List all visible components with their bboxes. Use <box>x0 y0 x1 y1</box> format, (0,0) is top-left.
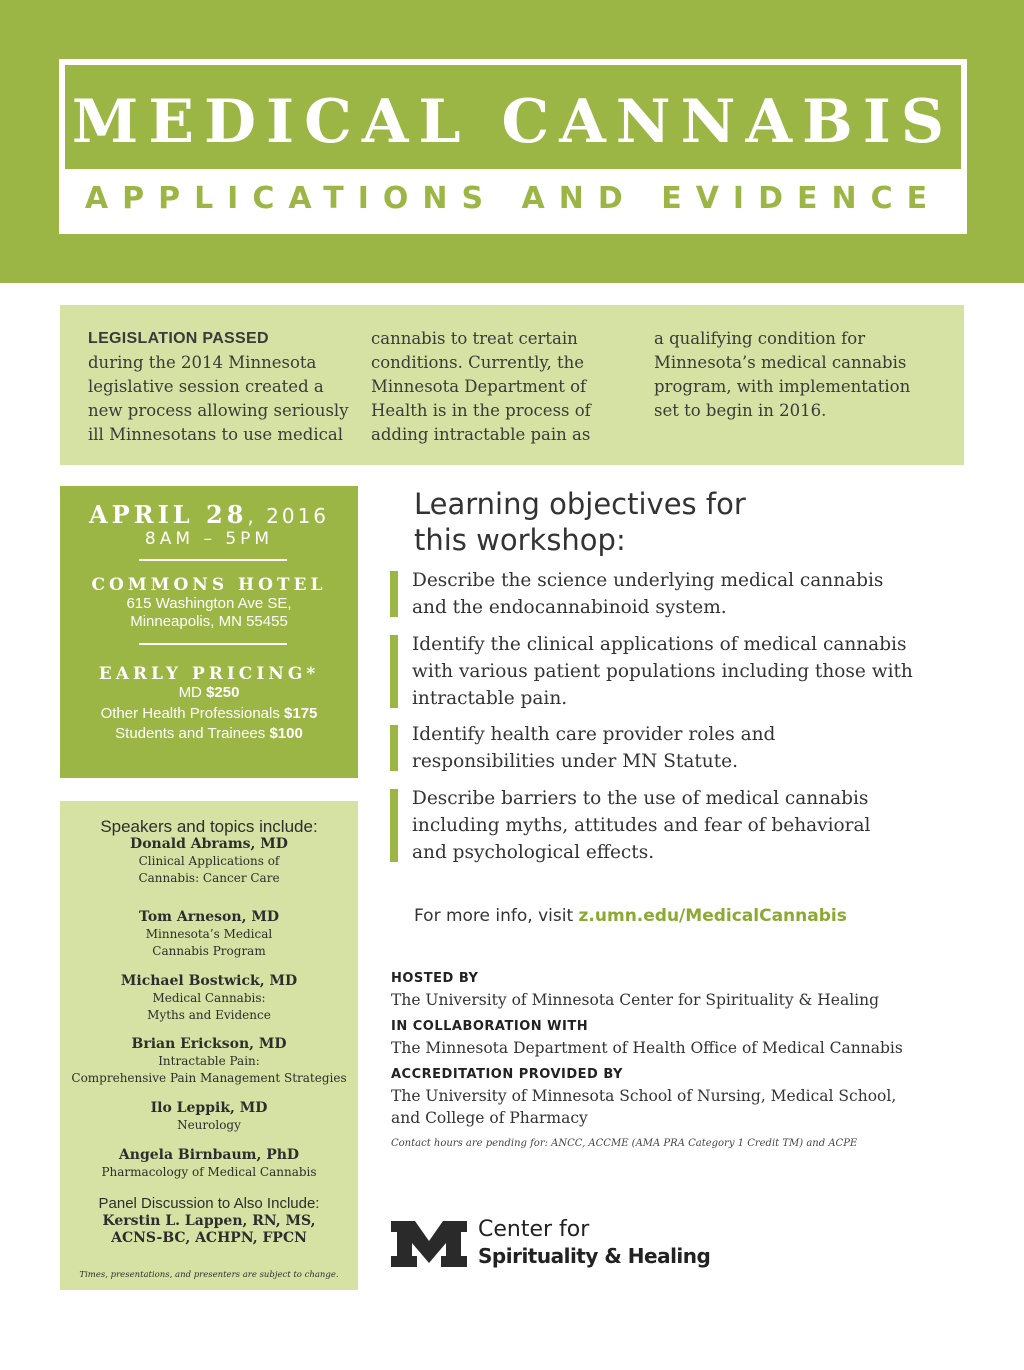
panel-heading: Panel Discussion to Also Include: <box>98 1195 320 1212</box>
intro-line: cannabis to treat certain <box>371 329 578 348</box>
venue-address-line: Minneapolis, MN 55455 <box>130 613 288 630</box>
intro-column-1 <box>88 327 358 447</box>
speaker-name: Angela Birnbaum, PhD <box>118 1147 300 1163</box>
intro-line: during the 2014 Minnesota <box>88 353 317 372</box>
disclaimer-note: Times, presentations, and presenters are subject to change. <box>79 1270 339 1280</box>
objective-line: with various patient populations including those with <box>412 661 913 682</box>
collaboration-label: IN COLLABORATION WITH <box>391 1019 589 1034</box>
accreditation-line: and College of Pharmacy <box>391 1109 588 1127</box>
price-students <box>60 724 358 744</box>
speaker-name: Donald Abrams, MD <box>130 836 288 852</box>
subtitle-bar <box>65 169 961 228</box>
panel-names <box>60 1213 358 1247</box>
intro-line: ill Minnesotans to use medical <box>88 425 343 444</box>
price-amount: $100 <box>269 725 303 742</box>
speaker-topic: Pharmacology of Medical Cannabis <box>101 1165 317 1179</box>
venue-name: COMMONS HOTEL <box>91 575 327 595</box>
more-info <box>414 903 974 929</box>
intro-line: new process allowing seriously <box>88 401 349 420</box>
speaker-topic: Medical Cannabis: <box>152 991 266 1005</box>
speaker-topic: Comprehensive Pain Management Strategies <box>71 1071 347 1085</box>
objective-line: Describe barriers to the use of medical cannabis <box>412 788 869 809</box>
main-title: MEDICAL CANNABIS <box>71 87 955 157</box>
speakers-heading: Speakers and topics include: <box>100 817 318 836</box>
speaker-topic: Intractable Pain: <box>158 1054 260 1068</box>
contact-hours-note: Contact hours are pending for: ANCC, ACCME (AMA PRA Category 1 Credit TM) and ACPE <box>391 1138 858 1149</box>
objective-line: Describe the science underlying medical cannabis <box>412 570 884 591</box>
intro-line: program, with implementation <box>654 377 911 396</box>
objective-text <box>412 721 952 775</box>
objectives-heading <box>414 486 834 558</box>
price-label: Students and Trainees <box>115 725 270 742</box>
header-band <box>0 0 1024 283</box>
intro-column-3 <box>654 327 944 423</box>
speakers-box <box>60 801 358 1290</box>
objectives-heading-line: Learning objectives for <box>414 487 746 521</box>
objective-line: Identify health care provider roles and <box>412 724 776 745</box>
venue-address-line: 615 Washington Ave SE, <box>126 595 292 612</box>
speaker-name: Ilo Leppik, MD <box>150 1100 268 1116</box>
intro-line: legislative session created a <box>88 377 324 396</box>
speaker-topic: Clinical Applications of <box>138 854 280 868</box>
objective-accent-bar <box>390 635 398 708</box>
divider <box>139 559 287 561</box>
intro-column-2 <box>371 327 641 447</box>
speaker-topic: Myths and Evidence <box>147 1008 271 1022</box>
objective-text <box>412 785 952 866</box>
intro-line: Minnesota Department of <box>371 377 587 396</box>
intro-line: a qualifying condition for <box>654 329 866 348</box>
event-time: 8AM – 5PM <box>144 529 274 549</box>
objective-text <box>412 631 952 712</box>
title-frame <box>59 59 967 234</box>
more-info-link[interactable]: z.umn.edu/MedicalCannabis <box>578 906 847 926</box>
divider <box>139 643 287 645</box>
panel-name-line: Kerstin L. Lappen, RN, MS, <box>102 1213 316 1229</box>
hosted-by-text: The University of Minnesota Center for Spirituality & Healing <box>391 991 880 1009</box>
accreditation-text <box>391 1085 951 1129</box>
subtitle: APPLICATIONS AND EVIDENCE <box>84 181 942 216</box>
speaker-topic: Minnesota’s Medical <box>145 927 273 941</box>
objective-accent-bar <box>390 789 398 862</box>
speaker-topic: Cannabis Program <box>152 944 266 958</box>
collaboration-text: The Minnesota Department of Health Office of Medical Cannabis <box>391 1039 903 1057</box>
logo-text-line: Center for <box>478 1217 590 1242</box>
objective-line: and the endocannabinoid system. <box>412 597 727 618</box>
pricing-heading: EARLY PRICING* <box>98 664 320 684</box>
panel-name-line: ACNS-BC, ACHPN, FPCN <box>111 1230 307 1246</box>
price-label: Other Health Professionals <box>100 705 285 722</box>
objective-line: intractable pain. <box>412 688 568 709</box>
price-amount: $250 <box>206 684 240 701</box>
hosted-by-label: HOSTED BY <box>391 971 479 986</box>
price-md <box>60 683 358 703</box>
intro-line: conditions. Currently, the <box>371 353 585 372</box>
intro-box <box>60 305 964 465</box>
objective-line: and psychological effects. <box>412 842 655 863</box>
price-label: MD <box>178 684 207 701</box>
speaker-name: Tom Arneson, MD <box>139 909 279 925</box>
intro-line: adding intractable pain as <box>371 425 591 444</box>
more-info-prefix: For more info, visit <box>414 906 579 926</box>
logo-text-line: Spirituality & Healing <box>478 1244 711 1268</box>
objective-line: responsibilities under MN Statute. <box>412 751 738 772</box>
speaker-name: Brian Erickson, MD <box>131 1036 287 1052</box>
speaker-name: Michael Bostwick, MD <box>120 973 298 989</box>
intro-line: Minnesota’s medical cannabis <box>654 353 907 372</box>
price-other <box>60 704 358 724</box>
intro-line: set to begin in 2016. <box>654 401 827 420</box>
intro-line: Health is in the process of <box>371 401 591 420</box>
event-date-year: , 2016 <box>247 504 330 528</box>
event-date-day: APRIL 28 <box>88 500 248 529</box>
accreditation-label: ACCREDITATION PROVIDED BY <box>391 1067 623 1082</box>
speaker-topic: Cannabis: Cancer Care <box>138 871 280 885</box>
objective-line: including myths, attitudes and fear of behavioral <box>412 815 871 836</box>
objective-accent-bar <box>390 571 398 617</box>
accreditation-line: The University of Minnesota School of Nursing, Medical School, <box>391 1087 897 1105</box>
speaker-topic: Neurology <box>177 1118 241 1132</box>
objective-text <box>412 567 952 621</box>
objectives-heading-line: this workshop: <box>414 523 626 557</box>
university-m-logo-icon <box>391 1221 467 1267</box>
intro-lead: LEGISLATION PASSED <box>88 330 269 347</box>
event-details <box>60 486 358 778</box>
objective-accent-bar <box>390 725 398 771</box>
objective-line: Identify the clinical applications of medical cannabis <box>412 634 907 655</box>
price-amount: $175 <box>284 705 318 722</box>
